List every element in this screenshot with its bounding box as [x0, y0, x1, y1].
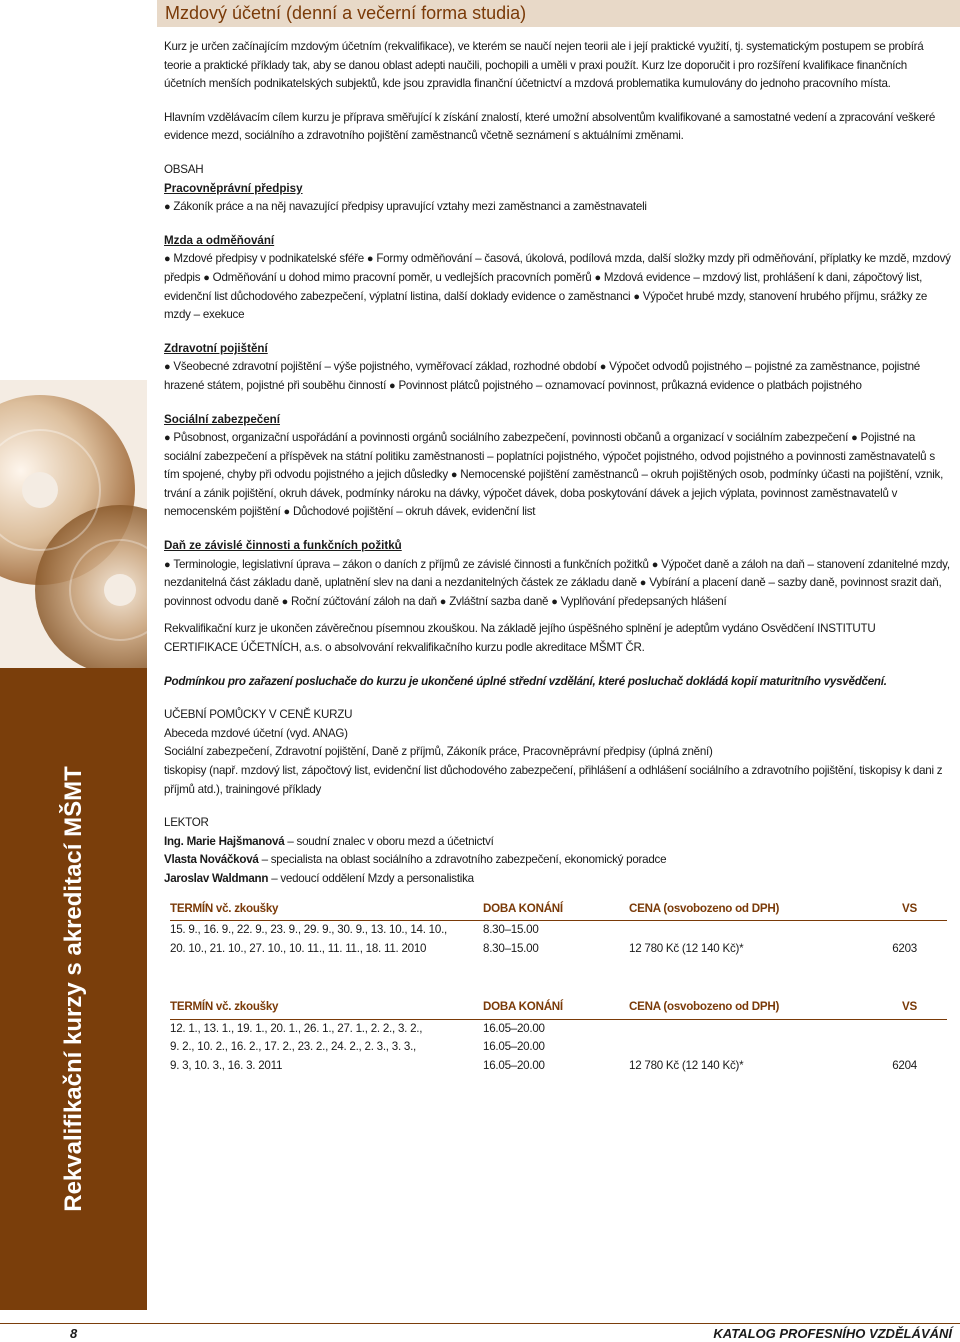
section-items — [164, 358, 951, 395]
materials-line-1: Abeceda mzdové účetní (vyd. ANAG) — [164, 726, 348, 740]
section-item: Formy odměňování – časová, úkolová, podílová mzda, další složky mzdy při odměňování, příplatky ke mzdě, mzdový předpis — [164, 252, 951, 284]
bullet-icon: ● — [594, 271, 601, 284]
bullet-icon: ● — [164, 201, 171, 214]
section-items — [164, 198, 951, 217]
col-price-header: CENA (osvobozeno od DPH) — [629, 898, 859, 921]
section-item: Působnost, organizační uspořádání a povinnosti orgánů sociálního zabezpečení, povinnosti občanů a organizací v sociálním zabezpečení — [173, 431, 849, 445]
col-vs-header: VS — [859, 996, 947, 1019]
bullet-icon: ● — [281, 595, 289, 608]
bullet-icon: ● — [551, 595, 558, 608]
col-time-header: DOBA KONÁNÍ — [483, 996, 629, 1019]
section-item: Odměňování u dohod mimo pracovní poměr, u vedlejších pracovních poměrů — [212, 270, 592, 284]
section-item: Pojistné na sociální zabezpečení a příspěvek na státní politiku zaměstnanosti – poplatníci pojistného, výpočet pojistného, odvod pojistného a povinnosti zaměstnavatelů s tím spojené, chyby při odvodu pojistného a jejich důsledky — [164, 431, 935, 482]
side-band — [0, 668, 147, 1310]
intro-paragraph-2: Hlavním vzdělávacím cílem kurzu je příprava směřující k získání znalostí, které umožní absolventům kvalifikované a samostatné vedení a zpracování veškeré evidence mezd, sociálního a zdravotního pojištění zaměstnanců včetně seznámení s aktuálními změnami. — [164, 110, 936, 143]
section-heading: Mzda a odměňování — [164, 233, 275, 247]
page-title: Mzdový účetní (denní a večerní forma studia) — [165, 3, 527, 23]
section-item: Terminologie, legislativní úprava – zákon o daních z příjmů ze závislé činnosti a funkčních požitků — [173, 557, 649, 571]
table-row: 20. 10., 21. 10., 27. 10., 10. 11., 11. 11., 18. 11. 2010 8.30–15.00 12 780 Kč (12 140 Kč)* 6203 — [170, 941, 917, 955]
section-items — [164, 429, 951, 522]
col-term-header: TERMÍN vč. zkoušky — [170, 898, 483, 921]
col-price-header: CENA (osvobozeno od DPH) — [629, 996, 859, 1019]
cd-decoration-image — [0, 380, 147, 670]
bullet-icon: ● — [633, 290, 640, 303]
obsah-label: OBSAH — [164, 162, 204, 176]
section-item: Zákoník práce a na něj navazující předpisy upravující vztahy mezi zaměstnanci a zaměstnavateli — [173, 200, 647, 214]
side-title: Rekvalifikační kurzy s akreditací MŠMT — [59, 766, 87, 1212]
col-term-header: TERMÍN vč. zkoušky — [170, 996, 483, 1019]
section-item: Důchodové pojištění – okruh dávek, evidenční list — [292, 505, 536, 519]
admission-condition: Podmínkou pro zařazení posluchače do kurzu je ukončené úplné střední vzdělání, které posluchač dokládá kopií maturitního vysvědčení. — [164, 674, 887, 688]
bullet-icon: ● — [283, 506, 290, 519]
section-item: Roční zúčtování záloh na daň — [291, 594, 437, 608]
page-number: 8 — [70, 1326, 78, 1341]
completion-text: Rekvalifikační kurz je ukončen závěrečnou písemnou zkouškou. Na základě jejího úspěšného splnění je adeptům vydáno Osvědčení INSTITUTU CERTIFIKACE ÚČETNÍCH, a.s. o absolvování rekvalifikačního kurzu podle akreditace MŠMT ČR. — [164, 622, 876, 655]
bullet-icon: ● — [599, 361, 607, 374]
bullet-icon: ● — [164, 558, 171, 571]
section-item: Všeobecné zdravotní pojištění – výše pojistného, vyměřovací základ, rozhodné období — [173, 360, 597, 374]
table-row: 9. 2., 10. 2., 16. 2., 17. 2., 23. 2., 24. 2., 2. 3., 3. 3., 16.05–20.00 — [170, 1040, 545, 1054]
intro-paragraph-1: Kurz je určen začínajícím mzdovým účetním (rekvalifikace), ve kterém se naučí nejen teorii ale i její praktické využití, tj. systematickým postupem se probírá teorie a praktické příklady tak, aby se danou oblast adepti naučili, pochopili a uměli v praxi použít. Kurz lze doporučit i pro rozšíření kvalifikace finančních účetních menších podnikatelských subjektů, kde jsou zpravidla finanční účetnictví a mzdová problematika kumulovány do jednoho pracovního místa. — [164, 40, 924, 91]
section-item: Vybírání a placení daně – sazby daně, povinnost srazit daň, povinnost odvodu daně — [164, 576, 942, 608]
section-item: Zvláštní sazba daně — [449, 594, 549, 608]
bullet-icon: ● — [851, 432, 858, 445]
section-items — [164, 556, 951, 612]
section-heading: Zdravotní pojištění — [164, 341, 268, 355]
section-item: Mzdová evidence – mzdový list, prohlášení k dani, zápočtový list, evidenční list důchodového zabezpečení, výplatní listina, další doklady evidence o zaměstnanci — [164, 270, 923, 303]
section-heading: Pracovněprávní předpisy — [164, 181, 303, 195]
section-items — [164, 250, 951, 324]
bullet-icon: ● — [389, 379, 396, 392]
section-heading: Sociální zabezpečení — [164, 412, 280, 426]
lektor-label: LEKTOR — [164, 816, 209, 830]
section-item: Výpočet hrubé mzdy, stanovení hrubého příjmu, srážky ze mzdy – exekuce — [164, 289, 928, 322]
course-sections — [164, 180, 951, 612]
section-heading: Daň ze závislé činnosti a funkčních požitků — [164, 539, 402, 553]
materials-label: UČEBNÍ POMŮCKY V CENĚ KURZU — [164, 708, 353, 722]
materials-line-3: tiskopisy (např. mzdový list, zápočtový list, evidenční list důchodového zabezpečení, přihlášení a odhlášení sociálního a zdravotního pojištění, tiskopisy k dani z příjmů atd.), trainingové příklady — [164, 764, 943, 796]
bullet-icon: ● — [651, 558, 659, 571]
bullet-icon: ● — [639, 577, 647, 590]
footer-divider — [0, 1323, 960, 1324]
col-vs-header: VS — [859, 898, 947, 921]
section-item: Nemocenské pojištění zaměstnanců – okruh pojištěných osob, podmínky účasti na pojištění, vznik, trvání a zánik pojištění, okruh dávek, podmínky nároku na dávky, výpočet dávek, doba poskytování dávek a jejich výplata, povinnost zaměstnavatelů v nemocenském pojištění — [164, 468, 944, 519]
section-item: Vyplňování předepsaných hlášení — [560, 594, 727, 608]
materials-line-2: Sociální zabezpečení, Zdravotní pojištění, Daně z příjmů, Zákoník práce, Pracovněprávní předpisy (úplná znění) — [164, 745, 713, 759]
bullet-icon: ● — [164, 361, 171, 374]
section-item: Výpočet odvodů pojistného – pojistné za zaměstnance, pojistné hrazené státem, pojistné při souběhu činností — [164, 360, 920, 392]
title-bar — [157, 0, 960, 27]
table-row: 9. 3, 10. 3., 16. 3. 2011 16.05–20.00 12 780 Kč (12 140 Kč)* 6204 — [170, 1058, 917, 1072]
lektor-3: Jaroslav Waldmann – vedoucí oddělení Mzdy a personalistika — [164, 871, 474, 885]
bullet-icon: ● — [450, 469, 458, 482]
section-item: Povinnost plátců pojistného – oznamovací povinnost, průkazná evidence o platbách pojistného — [398, 378, 862, 392]
bullet-icon: ● — [164, 432, 171, 445]
main-content — [164, 38, 951, 1075]
catalog-name: KATALOG PROFESNÍHO VZDĚLÁVÁNÍ — [713, 1326, 952, 1341]
table-row: 12. 1., 13. 1., 19. 1., 20. 1., 26. 1., 27. 1., 2. 2., 3. 2., 16.05–20.00 — [170, 1021, 545, 1035]
schedule-table-day — [170, 898, 947, 959]
lektor-1: Ing. Marie Hajšmanová – soudní znalec v oboru mezd a účetnictví — [164, 834, 494, 848]
table-row: 15. 9., 16. 9., 22. 9., 23. 9., 29. 9., 30. 9., 13. 10., 14. 10., 8.30–15.00 — [170, 923, 539, 937]
bullet-icon: ● — [439, 595, 447, 608]
schedule-table-evening — [170, 996, 947, 1075]
lektor-2: Vlasta Nováčková – specialista na oblast sociálního a zdravotního zabezpečení, ekonomický poradce — [164, 853, 667, 867]
bullet-icon: ● — [164, 253, 171, 266]
bullet-icon: ● — [366, 253, 374, 266]
section-item: Mzdové předpisy v podnikatelské sféře — [173, 252, 364, 266]
section-item: Výpočet daně a záloh na daň – stanovení zdanitelné mzdy, nezdanitelná část základu daně, uplatnění slev na dani a nezdanitelných částek ze základu daně — [164, 557, 950, 590]
col-time-header: DOBA KONÁNÍ — [483, 898, 629, 921]
bullet-icon: ● — [203, 271, 210, 284]
